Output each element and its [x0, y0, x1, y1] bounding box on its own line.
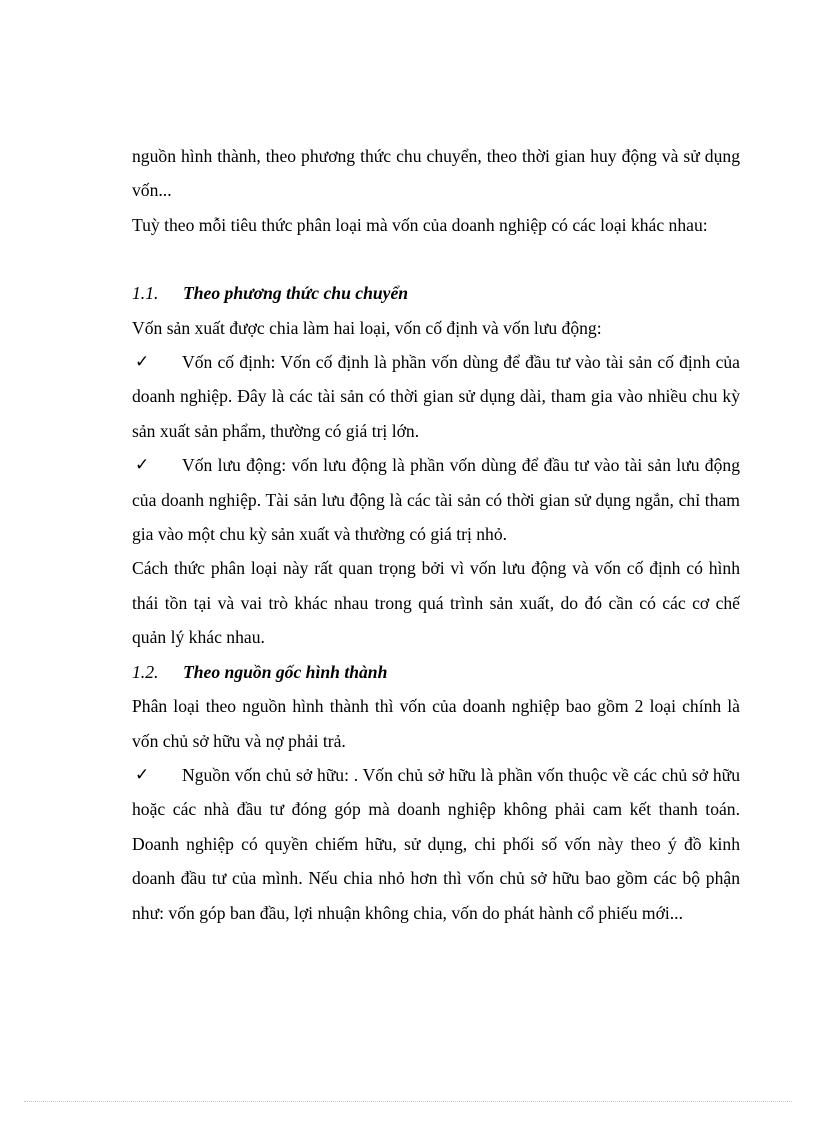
bullet-item — [132, 345, 740, 448]
bullet-item — [132, 448, 740, 551]
checkmark-icon: ✓ — [135, 764, 150, 785]
document-body — [132, 139, 740, 930]
bullet-text: Vốn lưu động: vốn lưu động là phần vốn dùng để đầu tư vào tài sản lưu động của doanh nghiệp. Tài sản lưu động là các tài sản có thời gian sử dụng ngắn, chỉ tham gia vào một chu kỳ sản xuất và thường có giá trị nhỏ. — [132, 455, 740, 545]
bullet-item — [132, 758, 740, 930]
page-footer-divider — [24, 1101, 792, 1102]
section-number: 1.1. — [132, 283, 159, 304]
section-lead: Phân loại theo nguồn hình thành thì vốn của doanh nghiệp bao gồm 2 loại chính là vốn chủ sở hữu và nợ phải trả. — [132, 696, 740, 751]
bullet-text: Nguồn vốn chủ sở hữu: . Vốn chủ sở hữu là phần vốn thuộc về các chủ sở hữu hoặc các nhà đầu tư đóng góp mà doanh nghiệp không phải cam kết thanh toán. Doanh nghiệp có quyền chiếm hữu, sử dụng, chi phối số vốn này theo ý đồ kinh doanh đầu tư của mình. Nếu chia nhỏ hơn thì vốn chủ sở hữu bao gồm các bộ phận như: vốn góp ban đầu, lợi nhuận không chia, vốn do phát hành cổ phiếu mới... — [132, 764, 740, 923]
checkmark-icon: ✓ — [135, 352, 150, 373]
section-closing-paragraph: Cách thức phân loại này rất quan trọng bởi vì vốn lưu động và vốn cố định có hình thái tồn tại và vai trò khác nhau trong quá trình sản xuất, do đó cần có các cơ chế quản lý khác nhau. — [132, 558, 740, 648]
section-lead: Vốn sản xuất được chia làm hai loại, vốn cố định và vốn lưu động: — [132, 317, 602, 338]
blank-line — [132, 242, 740, 276]
section-title: Theo nguồn gốc hình thành — [183, 661, 388, 682]
section-title: Theo phương thức chu chuyển — [183, 283, 409, 304]
intro-paragraph-continued: nguồn hình thành, theo phương thức chu chuyển, theo thời gian huy động và sử dụng vốn... — [132, 146, 740, 201]
checkmark-icon: ✓ — [135, 455, 150, 476]
section-heading-1-1 — [132, 276, 740, 310]
section-heading-1-2 — [132, 655, 740, 689]
section-number: 1.2. — [132, 661, 159, 682]
bullet-text: Vốn cố định: Vốn cố định là phần vốn dùng để đầu tư vào tài sản cố định của doanh nghiệp. Đây là các tài sản có thời gian sử dụng dài, tham gia vào nhiều chu kỳ sản xuất sản phẩm, thường có giá trị lớn. — [132, 352, 740, 441]
intro-paragraph: Tuỳ theo mỗi tiêu thức phân loại mà vốn của doanh nghiệp có các loại khác nhau: — [132, 214, 708, 235]
